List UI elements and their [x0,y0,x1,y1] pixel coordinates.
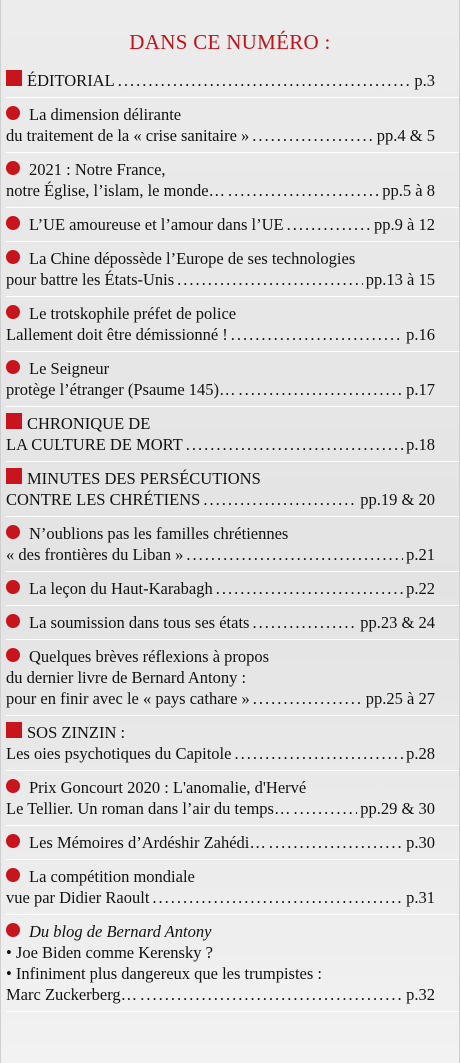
toc-title: DANS CE NUMÉRO : [129,30,331,54]
toc-page-ref: p.32 [406,985,435,1004]
dot-leader [186,544,403,565]
toc-entry-line [6,434,435,455]
toc-entry-text: du dernier livre de Bernard Antony : [6,668,247,687]
toc-entry-text: 2021 : Notre France, [29,160,166,179]
toc-entry-line [6,832,435,853]
toc-entry-line [6,489,435,510]
toc-entry-text: La Chine dépossède l’Europe de ses technologies [29,249,356,268]
red-circle-icon [6,923,20,937]
toc-entry-line [6,303,435,324]
toc-entry-text: du traitement de la « crise sanitaire » [6,126,250,145]
red-circle-icon [6,525,20,539]
toc-entry-line [6,159,435,180]
toc-page-ref: p.30 [406,833,435,852]
dot-leader [252,125,374,146]
toc-entry-line [6,942,435,963]
toc-entry-text: SOS ZINZIN : [27,723,126,742]
toc-entry-line [6,612,435,633]
dot-leader [253,688,363,709]
toc-page-ref: pp.23 & 24 [360,613,435,632]
toc-entry [6,242,459,297]
toc-entry-text: MINUTES DES PERSÉCUTIONS [27,469,261,488]
dot-leader [177,269,363,290]
toc-entry [6,208,459,242]
toc-entry [6,407,459,462]
toc-entry-text: Le trotskophile préfet de police [29,304,237,323]
toc-entry-line [6,798,435,819]
toc-page-ref: p.21 [406,545,435,564]
toc-entry [6,860,459,915]
toc-entry-text: La leçon du Haut-Karabagh [29,579,213,598]
dot-leader [287,214,371,235]
toc-page-ref: pp.19 & 20 [360,490,435,509]
toc-entry-text: Les Mémoires d’Ardéshir Zahédi… [29,833,266,852]
red-circle-icon [6,106,20,120]
toc-entry-line [6,921,435,942]
dot-leader [140,984,403,1005]
red-circle-icon [6,360,20,374]
toc-entry-line [6,887,435,908]
red-square-icon [6,722,22,738]
toc-entry-text: « des frontières du Liban » [6,545,184,564]
toc-entry-text: Quelques brèves réflexions à propos [29,647,270,666]
toc-entry-text: Prix Goncourt 2020 : L'anomalie, d'Hervé [29,778,307,797]
toc-entry-text: CONTRE LES CHRÉTIENS [6,490,201,509]
toc-entry [6,826,459,860]
toc-entry-text: • Infiniment plus dangereux que les trumpistes : [6,964,323,983]
toc-entry-line [6,379,435,400]
toc-entry [6,771,459,826]
toc-entry [6,915,459,1012]
toc-entry-line [6,70,435,91]
toc-entry-text: Les oies psychotiques du Capitole [6,744,232,763]
red-circle-icon [6,580,20,594]
toc-page-ref: pp.4 & 5 [376,126,435,145]
toc-entry [6,640,459,716]
toc-entry-line [6,688,435,709]
toc-page-ref: pp.29 & 30 [360,799,435,818]
red-circle-icon [6,250,20,264]
toc-entry [6,297,459,352]
toc-page-ref: p.22 [406,579,435,598]
toc-entry-line [6,358,435,379]
red-circle-icon [6,779,20,793]
toc-page-ref: pp.13 à 15 [365,270,435,289]
toc-page-ref: p.31 [406,888,435,907]
dot-leader [228,180,379,201]
toc-entry-text: pour battre les États-Unis [6,270,175,289]
red-square-icon [6,468,22,484]
toc-entry [6,98,459,153]
toc-entry [6,716,459,771]
dot-leader [234,743,403,764]
toc-entry [6,517,459,572]
toc-entry-text: pour en finir avec le « pays cathare » [6,689,250,708]
toc-entry-text: ÉDITORIAL [27,71,115,90]
toc-entry-text: La soumission dans tous ses états [29,613,250,632]
toc-entry-text: vue par Didier Raoult [6,888,150,907]
toc-entry [6,462,459,517]
red-square-icon [6,70,22,86]
toc-entry-line [6,324,435,345]
dot-leader [118,70,412,91]
red-square-icon [6,413,22,429]
dot-leader [186,434,403,455]
toc-entry-text: CHRONIQUE DE [27,414,151,433]
red-circle-icon [6,216,20,230]
toc-page-ref: p.28 [406,744,435,763]
toc-page-ref: p.3 [414,71,435,90]
toc-page-ref: pp.5 à 8 [382,181,435,200]
red-circle-icon [6,834,20,848]
toc-entry-line [6,984,435,1005]
toc-entry-line [6,866,435,887]
toc-entry-text: L’UE amoureuse et l’amour dans l’UE [29,215,284,234]
red-circle-icon [6,648,20,662]
toc-page-ref: pp.9 à 12 [374,215,435,234]
toc-entry-text: La compétition mondiale [29,867,195,886]
toc-entry-text: notre Église, l’islam, le monde… [6,181,226,200]
red-circle-icon [6,305,20,319]
toc-list [6,64,459,1012]
dot-leader [152,887,403,908]
toc-entry-line [6,104,435,125]
dot-leader [203,489,357,510]
toc-entry-line [6,269,435,290]
toc-entry-text: Lallement doit être démissionné ! [6,325,228,344]
toc-page-ref: p.17 [406,380,435,399]
toc-entry-line [6,777,435,798]
toc-entry-text: Le Seigneur [29,359,110,378]
toc-entry [6,64,459,98]
toc-entry-line [6,963,435,984]
toc-entry-line [6,248,435,269]
toc-entry-line [6,413,435,434]
dot-leader [269,832,403,853]
dot-leader [239,379,404,400]
toc-page-ref: p.18 [406,435,435,454]
toc-entry-text: Marc Zuckerberg… [6,985,138,1004]
toc-entry-line [6,125,435,146]
toc-entry-line [6,578,435,599]
toc-entry-text: N’oublions pas les familles chrétiennes [29,524,289,543]
red-circle-icon [6,161,20,175]
toc-entry-line [6,523,435,544]
toc-entry-text: protège l’étranger (Psaume 145)… [6,380,236,399]
toc-entry-text: • Joe Biden comme Kerensky ? [6,943,213,962]
toc-entry-text: Du blog de Bernard Antony [29,922,212,941]
toc-entry-line [6,646,435,667]
red-circle-icon [6,868,20,882]
red-circle-icon [6,614,20,628]
toc-entry [6,572,459,606]
toc-entry-line [6,468,435,489]
toc-entry-line [6,722,435,743]
dot-leader [252,612,357,633]
toc-entry-line [6,214,435,235]
toc-entry [6,153,459,208]
toc-entry-line [6,667,435,688]
dot-leader [231,324,403,345]
toc-page-ref: p.16 [406,325,435,344]
toc-entry [6,352,459,407]
dot-leader [293,798,357,819]
toc-entry-line [6,743,435,764]
toc-entry-text: La dimension délirante [29,105,182,124]
dot-leader [216,578,403,599]
toc-entry-line [6,544,435,565]
toc-entry-text: Le Tellier. Un roman dans l’air du temps… [6,799,291,818]
toc-page-ref: pp.25 à 27 [365,689,435,708]
toc-entry-text: LA CULTURE DE MORT [6,435,183,454]
toc-entry-line [6,180,435,201]
toc-entry [6,606,459,640]
